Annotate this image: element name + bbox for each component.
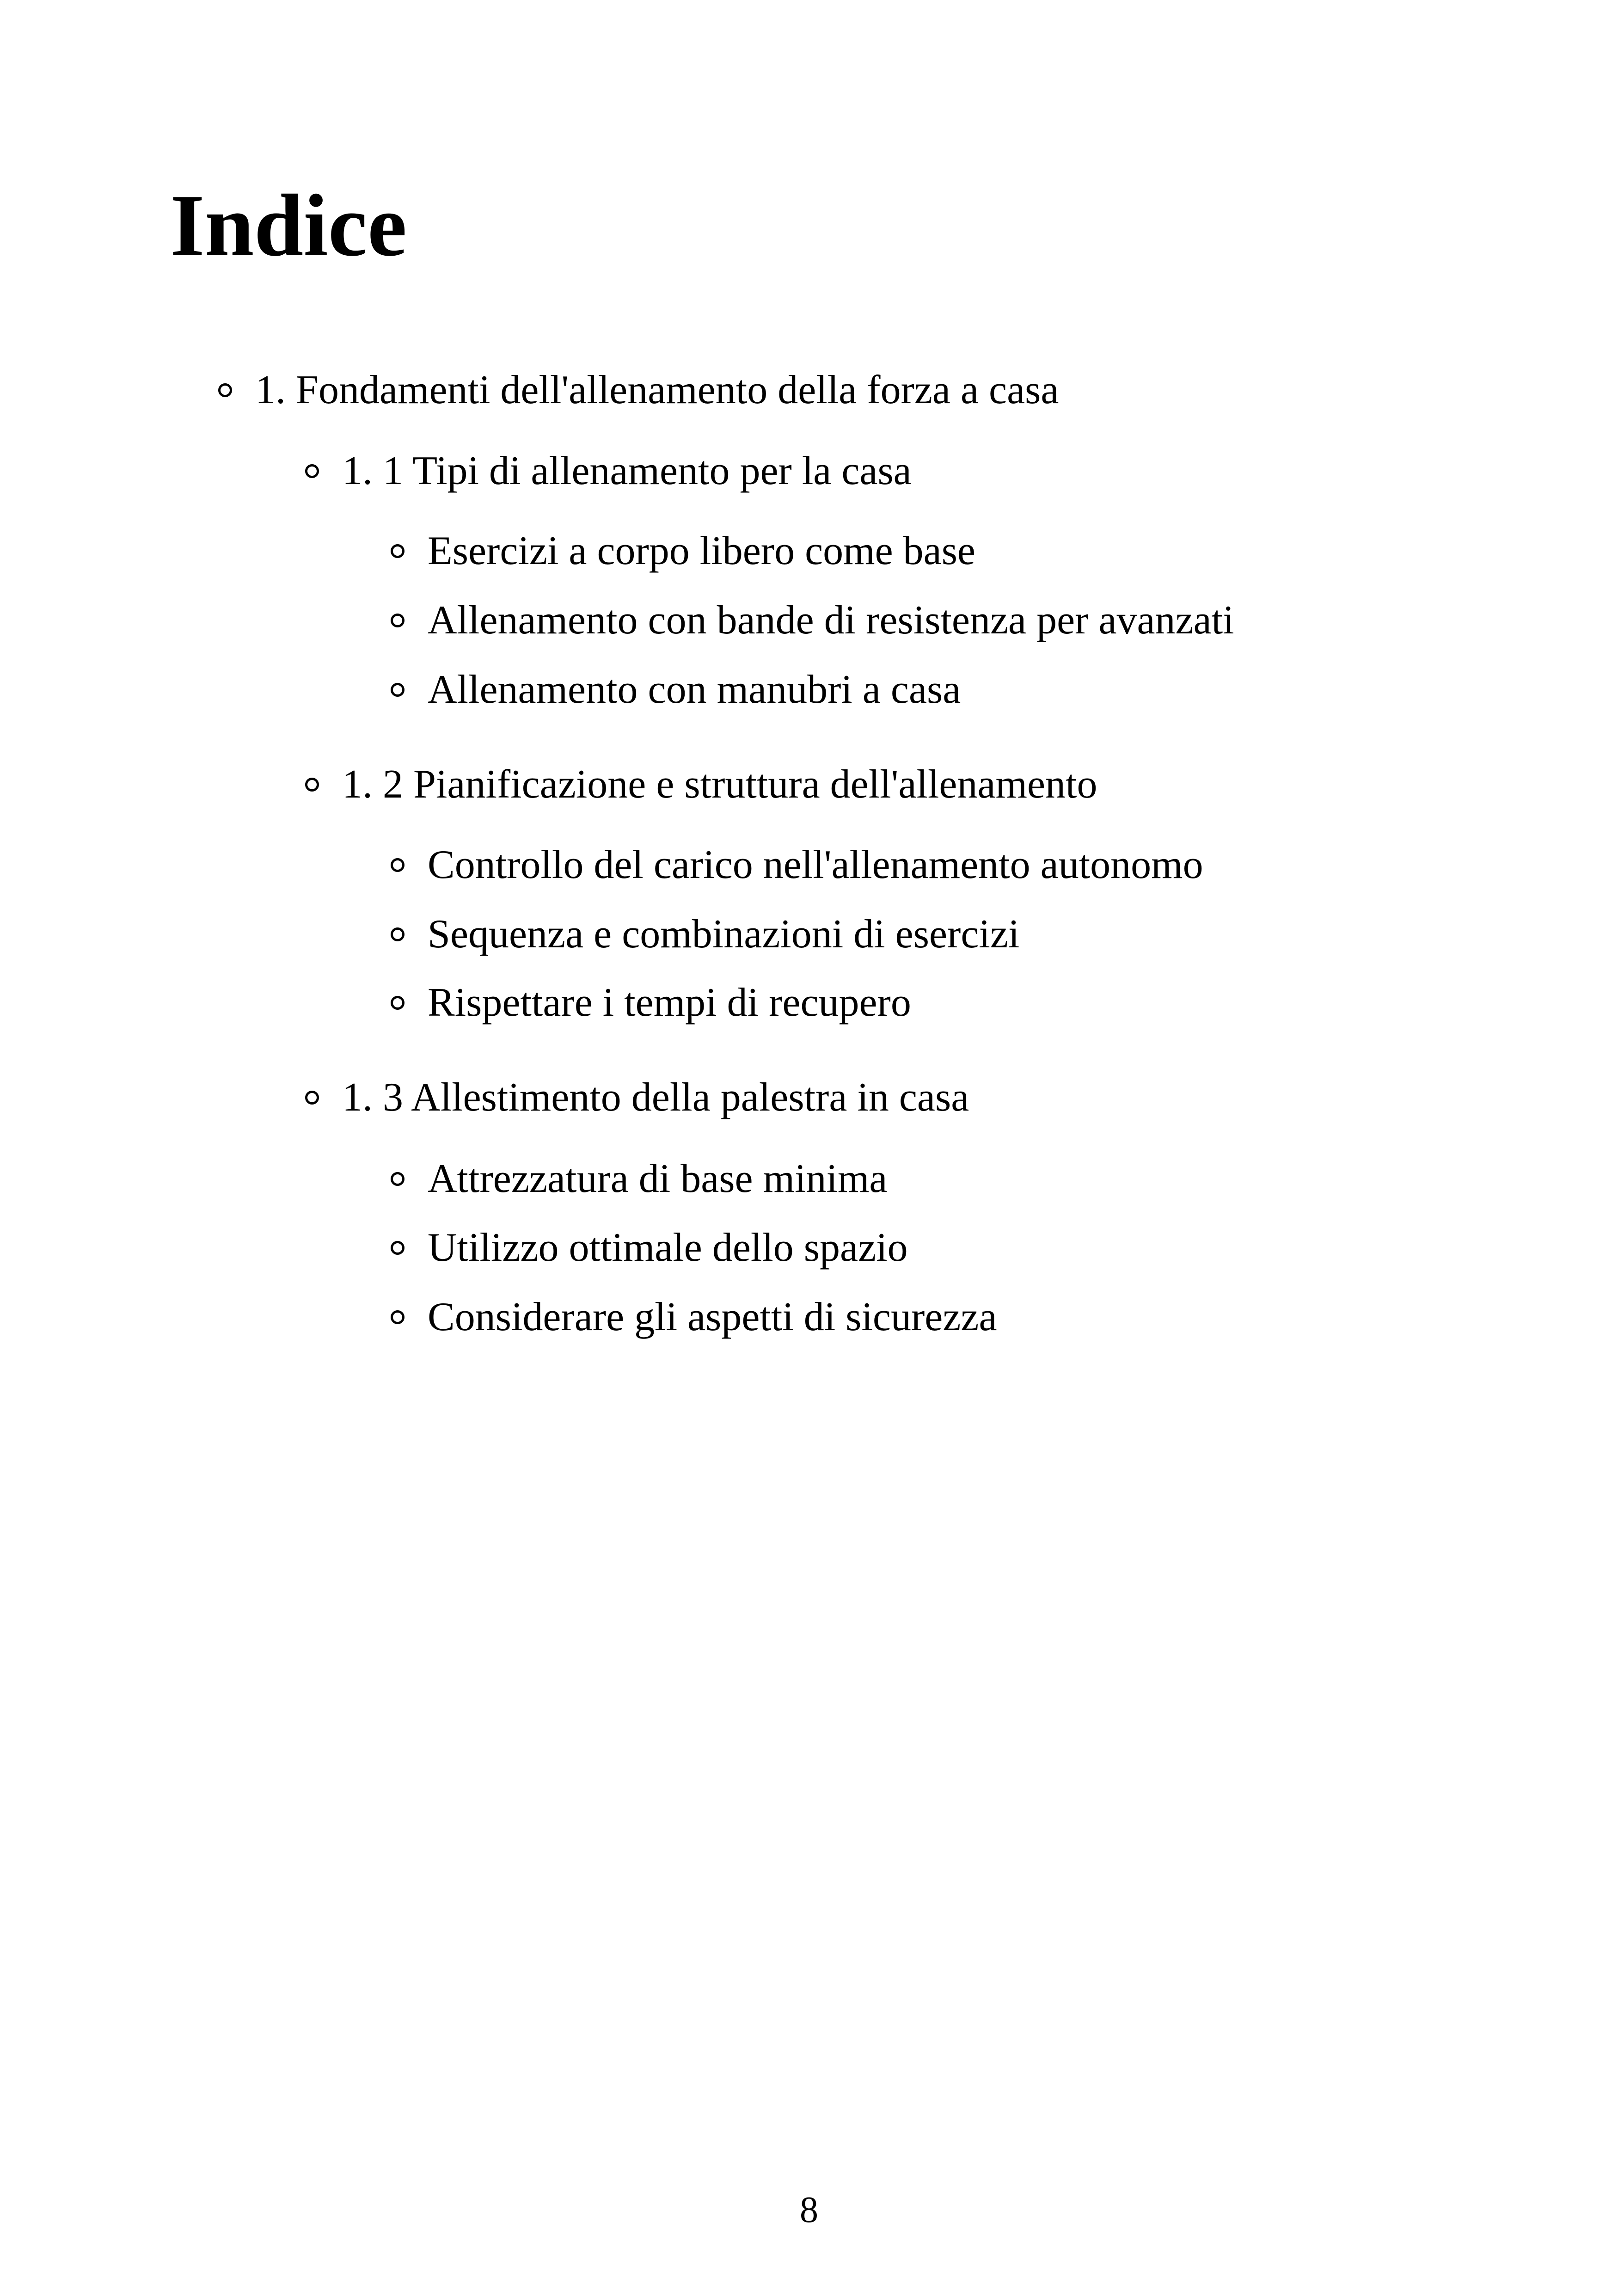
toc-entry[interactable] <box>391 669 961 710</box>
toc-entry[interactable] <box>391 600 1234 641</box>
toc-entry[interactable] <box>391 1225 908 1270</box>
toc-entry-label: Controllo del carico nell'allenamento autonomo <box>428 842 1203 887</box>
toc-entry-label: 1. 2 Pianificazione e struttura dell'allenamento <box>342 762 1097 807</box>
toc-entry[interactable] <box>391 914 1019 955</box>
toc-entry[interactable] <box>305 764 1097 805</box>
toc-entry-label: Rispettare i tempi di recupero <box>428 980 911 1025</box>
toc-entry-label: 1. 3 Allestimento della palestra in casa <box>342 1075 969 1120</box>
toc-entry-label: Allenamento con manubri a casa <box>428 667 961 712</box>
circle-bullet-icon <box>391 1310 404 1324</box>
toc-entry[interactable] <box>391 528 975 573</box>
toc-entry[interactable] <box>305 1077 969 1118</box>
toc-entry[interactable] <box>391 842 1203 887</box>
toc-entry-label: 1. 1 Tipi di allenamento per la casa <box>342 448 912 493</box>
page-number: 8 <box>800 2190 818 2230</box>
toc-entry-label: 1. Fondamenti dell'allenamento della forza a casa <box>255 368 1059 412</box>
toc-entry[interactable] <box>305 448 912 493</box>
toc-entry-label: Sequenza e combinazioni di esercizi <box>428 912 1020 957</box>
circle-bullet-icon <box>305 464 319 478</box>
toc-entry-label: Allenamento con bande di resistenza per avanzati <box>428 598 1234 643</box>
toc-entry[interactable] <box>391 982 911 1023</box>
toc-entry[interactable] <box>391 1297 997 1338</box>
toc-entry-label: Attrezzatura di base minima <box>428 1156 888 1201</box>
toc-entry-label: Esercizi a corpo libero come base <box>428 528 975 573</box>
circle-bullet-icon <box>391 544 404 558</box>
circle-bullet-icon <box>218 383 232 397</box>
circle-bullet-icon <box>305 778 319 792</box>
circle-bullet-icon <box>391 1172 404 1186</box>
circle-bullet-icon <box>391 614 404 627</box>
circle-bullet-icon <box>391 996 404 1010</box>
toc-entry-label: Utilizzo ottimale dello spazio <box>428 1225 908 1270</box>
page-title: Indice <box>170 176 407 275</box>
circle-bullet-icon <box>391 858 404 872</box>
circle-bullet-icon <box>305 1091 319 1105</box>
circle-bullet-icon <box>391 683 404 697</box>
toc-entry[interactable] <box>218 370 1059 411</box>
circle-bullet-icon <box>391 1241 404 1255</box>
circle-bullet-icon <box>391 927 404 941</box>
toc-entry[interactable] <box>391 1156 888 1201</box>
toc-entry-label: Considerare gli aspetti di sicurezza <box>428 1295 997 1339</box>
